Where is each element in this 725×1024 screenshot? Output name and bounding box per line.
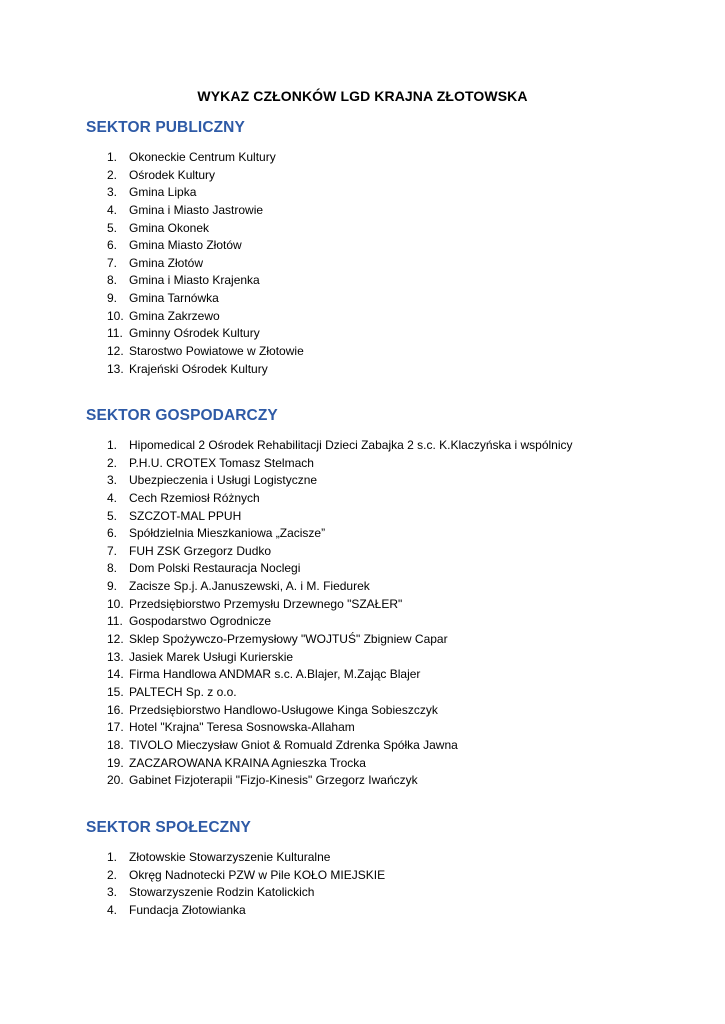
list-item-name: Gmina Miasto Złotów <box>129 238 242 253</box>
list-item <box>0 437 725 455</box>
section-heading-business: SEKTOR GOSPODARCZY <box>86 407 278 424</box>
document-title: WYKAZ CZŁONKÓW LGD KRAJNA ZŁOTOWSKA <box>197 88 528 104</box>
list-item-name: Dom Polski Restauracja Noclegi <box>129 561 301 576</box>
list-item-number: 5. <box>107 508 118 523</box>
list-item-name: Gabinet Fizjoterapii "Fizjo-Kinesis" Grzegorz Iwańczyk <box>129 773 418 788</box>
list-item-number: 8. <box>107 561 118 576</box>
list-item <box>0 702 725 720</box>
list-item <box>0 560 725 578</box>
list-item-name: Zacisze Sp.j. A.Januszewski, A. i M. Fiedurek <box>129 579 370 594</box>
list-item <box>0 167 725 185</box>
list-item <box>0 884 725 902</box>
list-item <box>0 719 725 737</box>
list-item <box>0 596 725 614</box>
list-item-number: 3. <box>107 185 118 200</box>
list-item-number: 2. <box>107 455 118 470</box>
list-item-name: Okręg Nadnotecki PZW w Pile KOŁO MIEJSKIE <box>129 867 386 882</box>
list-item <box>0 308 725 326</box>
member-list-public <box>0 149 725 378</box>
list-item-number: 4. <box>107 490 118 505</box>
list-item-name: Gmina i Miasto Jastrowie <box>129 202 264 217</box>
list-item-number: 7. <box>107 543 118 558</box>
list-item-number: 4. <box>107 202 118 217</box>
list-item-number: 14. <box>107 667 124 682</box>
list-item-name: Firma Handlowa ANDMAR s.c. A.Blajer, M.Zając Blajer <box>129 667 421 682</box>
list-item-number: 9. <box>107 579 118 594</box>
list-item <box>0 649 725 667</box>
list-item <box>0 149 725 167</box>
list-item-number: 15. <box>107 684 124 699</box>
member-list-social <box>0 849 725 920</box>
list-item <box>0 578 725 596</box>
list-item <box>0 255 725 273</box>
list-item-name: Hotel "Krajna" Teresa Sosnowska-Allaham <box>129 720 355 735</box>
list-item-name: Starostwo Powiatowe w Złotowie <box>129 344 304 359</box>
list-item <box>0 902 725 920</box>
list-item-name: TIVOLO Mieczysław Gniot & Romuald Zdrenka Spółka Jawna <box>129 737 458 752</box>
list-item-name: Gmina Tarnówka <box>129 291 219 306</box>
list-item-name: Gospodarstwo Ogrodnicze <box>129 614 272 629</box>
list-item <box>0 343 725 361</box>
list-item-number: 3. <box>107 885 118 900</box>
list-item-number: 8. <box>107 273 118 288</box>
list-item-name: Przedsiębiorstwo Handlowo-Usługowe Kinga Sobieszczyk <box>129 702 438 717</box>
list-item <box>0 220 725 238</box>
list-item-number: 2. <box>107 167 118 182</box>
list-item-name: Hipomedical 2 Ośrodek Rehabilitacji Dzieci Zabajka 2 s.c. K.Klaczyńska i wspólnicy <box>129 438 573 452</box>
list-item <box>0 666 725 684</box>
list-item-number: 13. <box>107 649 124 664</box>
list-item-number: 12. <box>107 632 124 647</box>
list-item <box>0 325 725 343</box>
list-item <box>0 849 725 867</box>
list-item <box>0 684 725 702</box>
list-item-name: Ubezpieczenia i Usługi Logistyczne <box>129 473 318 488</box>
list-item-number: 10. <box>107 308 124 323</box>
list-item-number: 20. <box>107 773 124 788</box>
list-item-number: 11. <box>107 614 123 629</box>
list-item <box>0 361 725 379</box>
list-item-name: Gminny Ośrodek Kultury <box>129 326 260 341</box>
list-item-name: Gmina Zakrzewo <box>129 308 220 323</box>
list-item <box>0 543 725 561</box>
list-item-number: 1. <box>107 850 118 864</box>
list-item <box>0 755 725 773</box>
list-item <box>0 272 725 290</box>
list-item-name: Przedsiębiorstwo Przemysłu Drzewnego "SZAŁER" <box>129 596 403 611</box>
list-item-name: Złotowskie Stowarzyszenie Kulturalne <box>129 850 331 864</box>
list-item-name: Fundacja Złotowianka <box>129 902 246 917</box>
list-item-name: Stowarzyszenie Rodzin Katolickich <box>129 885 315 900</box>
list-item-number: 16. <box>107 702 124 717</box>
list-item-name: Krajeński Ośrodek Kultury <box>129 361 268 376</box>
list-item-name: Cech Rzemiosł Różnych <box>129 490 260 505</box>
list-item-number: 11. <box>107 326 123 341</box>
list-item-name: PALTECH Sp. z o.o. <box>129 684 237 699</box>
list-item-name: FUH ZSK Grzegorz Dudko <box>129 543 272 558</box>
list-item-number: 6. <box>107 238 118 253</box>
list-item-name: Gmina Złotów <box>129 255 204 270</box>
list-item-name: Okoneckie Centrum Kultury <box>129 150 276 164</box>
list-item-name: Gmina i Miasto Krajenka <box>129 273 260 288</box>
list-item-number: 6. <box>107 526 118 541</box>
list-item-number: 12. <box>107 344 124 359</box>
list-item-name: Ośrodek Kultury <box>129 167 216 182</box>
list-item-number: 13. <box>107 361 124 376</box>
list-item-number: 10. <box>107 596 124 611</box>
list-item <box>0 508 725 526</box>
list-item <box>0 490 725 508</box>
list-item <box>0 613 725 631</box>
list-item <box>0 631 725 649</box>
list-item-name: Sklep Spożywczo-Przemysłowy "WOJTUŚ" Zbigniew Capar <box>129 632 448 647</box>
list-item-number: 5. <box>107 220 118 235</box>
list-item-number: 1. <box>107 438 118 452</box>
list-item-number: 9. <box>107 291 118 306</box>
list-item <box>0 737 725 755</box>
list-item <box>0 772 725 790</box>
list-item-name: SZCZOT-MAL PPUH <box>129 508 242 523</box>
list-item <box>0 290 725 308</box>
section-heading-social: SEKTOR SPOŁECZNY <box>86 819 251 836</box>
list-item <box>0 202 725 220</box>
list-item-name: Gmina Lipka <box>129 185 197 200</box>
list-item <box>0 472 725 490</box>
list-item <box>0 184 725 202</box>
list-item-number: 4. <box>107 902 118 917</box>
list-item-number: 2. <box>107 867 118 882</box>
list-item-number: 7. <box>107 255 118 270</box>
list-item-number: 17. <box>107 720 124 735</box>
list-item <box>0 525 725 543</box>
list-item-number: 18. <box>107 737 124 752</box>
member-list-business <box>0 437 725 790</box>
list-item-name: Spółdzielnia Mieszkaniowa „Zacisze” <box>129 526 326 541</box>
list-item-name: ZACZAROWANA KRAINA Agnieszka Trocka <box>129 755 366 770</box>
list-item <box>0 455 725 473</box>
list-item <box>0 237 725 255</box>
list-item-number: 1. <box>107 150 118 164</box>
list-item-number: 3. <box>107 473 118 488</box>
list-item <box>0 867 725 885</box>
section-heading-public: SEKTOR PUBLICZNY <box>86 119 245 136</box>
list-item-name: Jasiek Marek Usługi Kurierskie <box>129 649 294 664</box>
list-item-name: P.H.U. CROTEX Tomasz Stelmach <box>129 455 314 470</box>
list-item-number: 19. <box>107 755 124 770</box>
list-item-name: Gmina Okonek <box>129 220 210 235</box>
